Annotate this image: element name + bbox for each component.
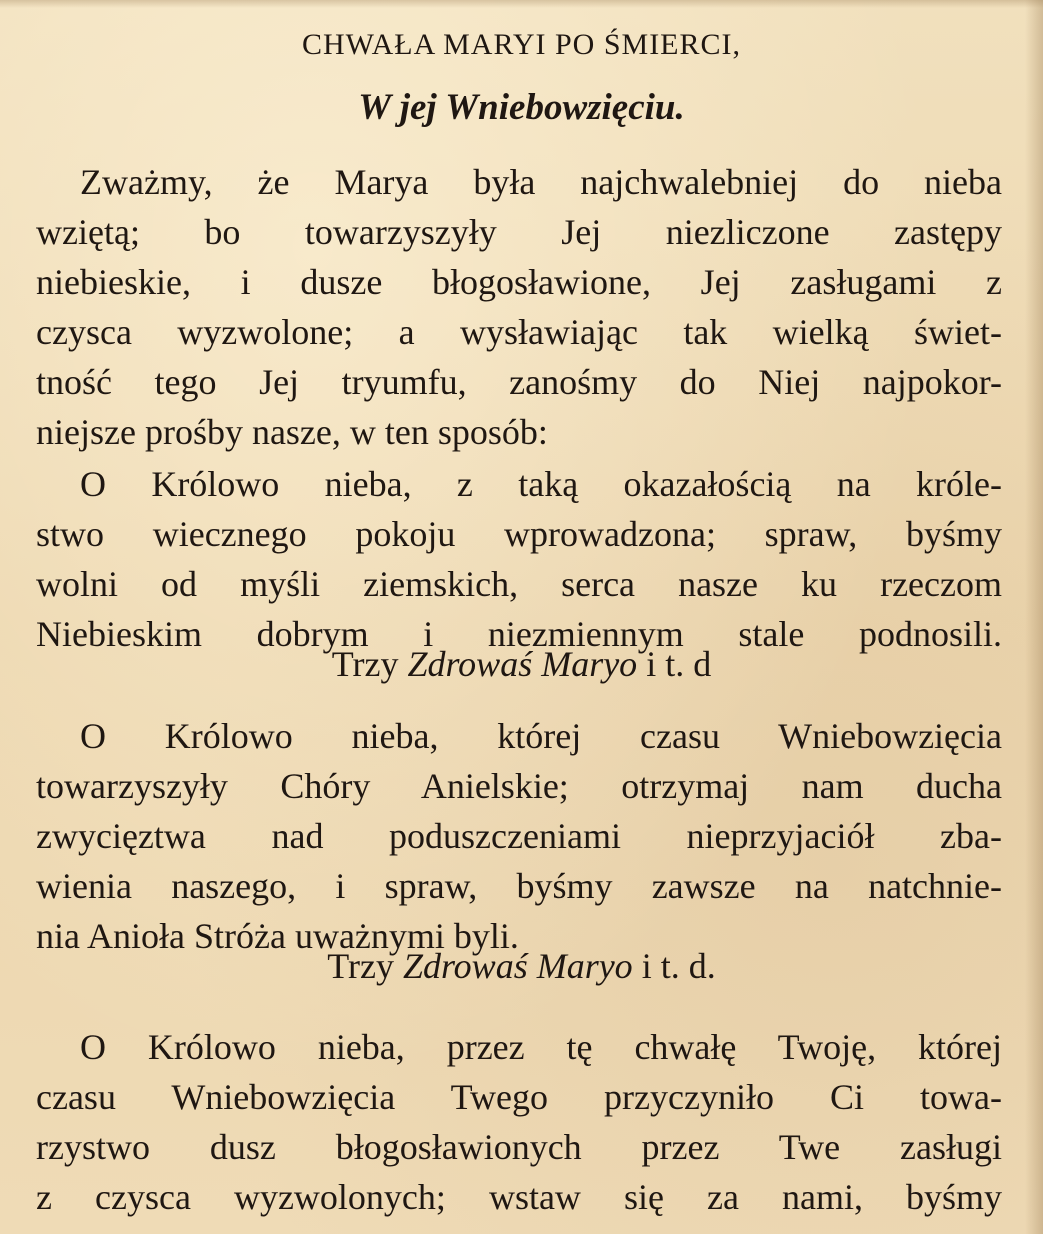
refrain-line-2	[0, 945, 1043, 987]
paragraph-prayer-3	[36, 1022, 1002, 1222]
paragraph-prayer-1	[36, 459, 1002, 659]
text-line: rzystwo dusz błogosławionych przez Twe zasługi	[36, 1127, 1002, 1167]
text-line: stwo wiecznego pokoju wprowadzona; spraw, byśmy	[36, 514, 1002, 554]
page-top-edge-shadow	[0, 0, 1043, 8]
refrain-suffix: i t. d	[637, 644, 712, 684]
text-line: wolni od myśli ziemskich, serca nasze ku rzeczom	[36, 564, 1002, 604]
text-line: O Królowo nieba, której czasu Wniebowzięcia	[80, 716, 1002, 756]
text-line: Zważmy, że Marya była najchwalebniej do nieba	[80, 162, 1002, 202]
text-line: niebieskie, i dusze błogosławione, Jej zasługami z	[36, 262, 1002, 302]
text-line: towarzyszyły Chóry Anielskie; otrzymaj nam ducha	[36, 766, 1002, 806]
refrain-italic: Zdrowaś Maryo	[402, 946, 633, 986]
text-line: nia Anioła Stróża uważnymi byli.	[36, 916, 519, 956]
page-right-edge-shadow	[1025, 0, 1043, 1234]
refrain-prefix: Trzy	[327, 946, 403, 986]
paragraph-prayer-2	[36, 711, 1002, 961]
text-line: Niebieskim dobrym i niezmiennym stale podnosili.	[36, 614, 1002, 654]
refrain-italic: Zdrowaś Maryo	[407, 644, 638, 684]
text-line: wziętą; bo towarzyszyły Jej niezliczone zastępy	[36, 212, 1002, 252]
refrain-suffix: i t. d.	[632, 946, 716, 986]
paragraph-intro	[36, 157, 1002, 457]
text-line: wienia naszego, i spraw, byśmy zawsze na natchnie-	[36, 866, 1002, 906]
text-line: czysca wyzwolone; a wysławiając tak wielką świet-	[36, 312, 1002, 352]
text-line: O Królowo nieba, z taką okazałością na króle-	[80, 464, 1002, 504]
refrain-line-1	[0, 643, 1043, 685]
chapter-title: CHWAŁA MARYI PO ŚMIERCI,	[301, 28, 742, 61]
text-line: O Królowo nieba, przez tę chwałę Twoję, której	[80, 1027, 1002, 1067]
text-line: niejsze prośby nasze, w ten sposób:	[36, 412, 548, 452]
text-line: tność tego Jej tryumfu, zanośmy do Niej najpokor-	[36, 362, 1002, 402]
text-line: z czysca wyzwolonych; wstaw się za nami, byśmy	[36, 1177, 1002, 1217]
chapter-subtitle: W jej Wniebowzięciu.	[358, 87, 685, 128]
refrain-prefix: Trzy	[331, 644, 408, 684]
text-line: zwycięztwa nad poduszczeniami nieprzyjaciół zba-	[36, 816, 1002, 856]
text-line: czasu Wniebowzięcia Twego przyczyniło Ci towa-	[36, 1077, 1002, 1117]
